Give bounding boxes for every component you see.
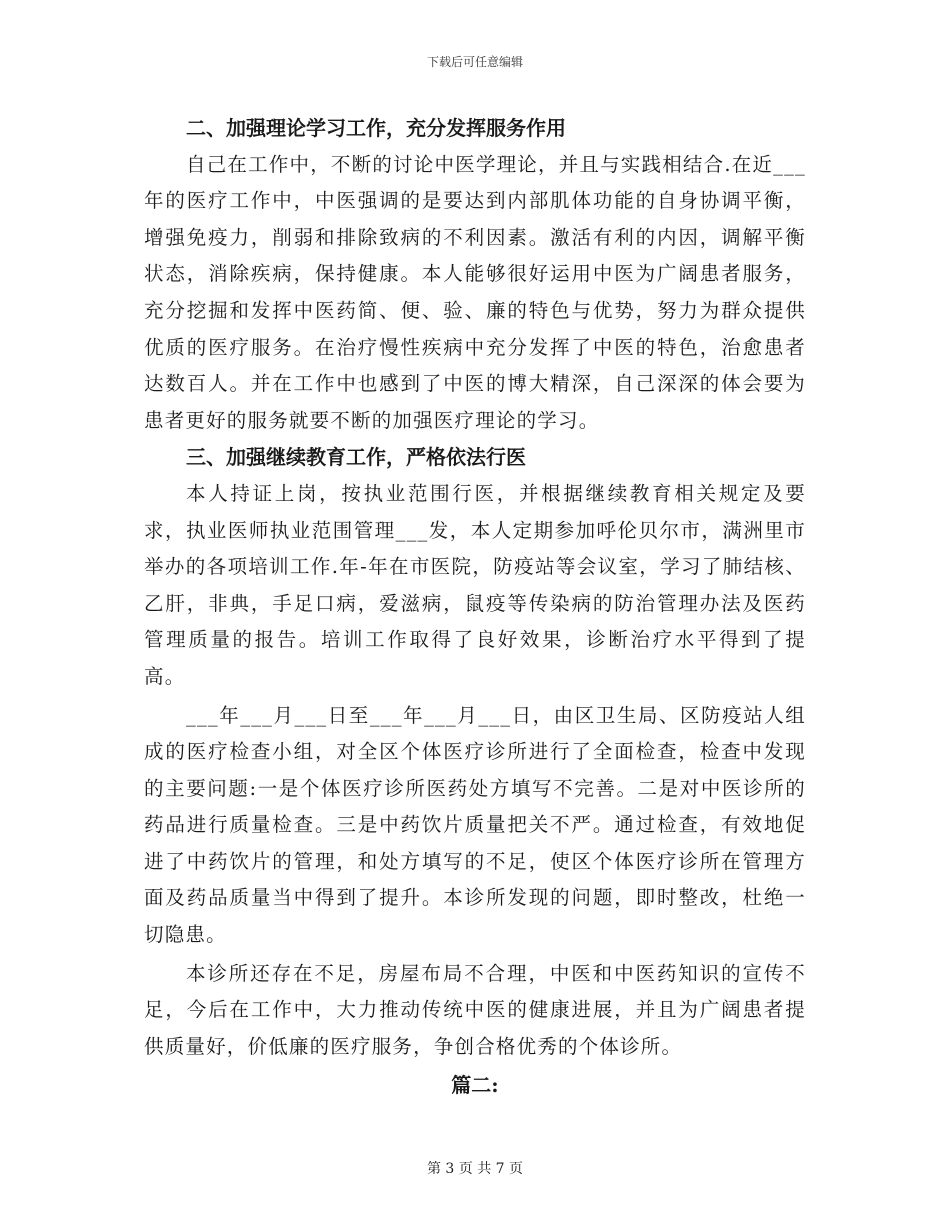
section-heading-3: 三、加强继续教育工作，严格依法行医: [186, 445, 526, 470]
paragraph: ___年___月___日至___年___月___日，由区卫生局、区防疫站人组成的医疗检查小组，对全区个体医疗诊所进行了全面检查，检查中发现的主要问题:一是个体医疗诊所医药处方填写不完善。二是对中医诊所的药品进行质量检查。三是中药饮片质量把关不严。通过检查，有效地促进了中药饮片的管理，和处方填写的不足，使区个体医疗诊所在管理方面及药品质量当中得到了提升。本诊所发现的问题，即时整改，杜绝一切隐患。: [144, 703, 806, 947]
page-number: 第 3 页 共 7 页: [426, 1161, 524, 1177]
paragraph: 本人持证上岗，按执业范围行医，并根据继续教育相关规定及要求，执业医师执业范围管理___发，本人定期参加呼伦贝尔市，满洲里市举办的各项培训工作.年-年在市医院，防疫站等会议室，学习了肺结核、乙肝，非典，手足口病，爱滋病，鼠疫等传染病的防治管理办法及医药管理质量的报告。培训工作取得了良好效果，诊断治疗水平得到了提高。: [144, 481, 806, 688]
section-heading-2: 二、加强理论学习工作，充分发挥服务作用: [186, 116, 566, 140]
paragraph: 本诊所还存在不足，房屋布局不合理，中医和中医药知识的宣传不足，今后在工作中，大力推动传统中医的健康进展，并且为广阔患者提供质量好，价低廉的医疗服务，争创合格优秀的个体诊所。: [144, 961, 806, 1058]
paragraph: 自己在工作中，不断的讨论中医学理论，并且与实践相结合.在近___年的医疗工作中，中医强调的是要达到内部肌体功能的自身协调平衡，增强免疫力，削弱和排除致病的不利因素。激活有利的内因，调解平衡状态，消除疾病，保持健康。本人能够很好运用中医为广阔患者服务，充分挖掘和发挥中医药简、便、验、廉的特色与优势，努力为群众提供优质的医疗服务。在治疗慢性疾病中充分发挥了中医的特色，治愈患者达数百人。并在工作中也感到了中医的博大精深，自己深深的体会要为患者更好的服务就要不断的加强医疗理论的学习。: [144, 152, 806, 432]
header-note: 下载后可任意编辑: [426, 55, 523, 69]
next-section-title: 篇二:: [451, 1073, 499, 1098]
document-body: [144, 110, 806, 1104]
